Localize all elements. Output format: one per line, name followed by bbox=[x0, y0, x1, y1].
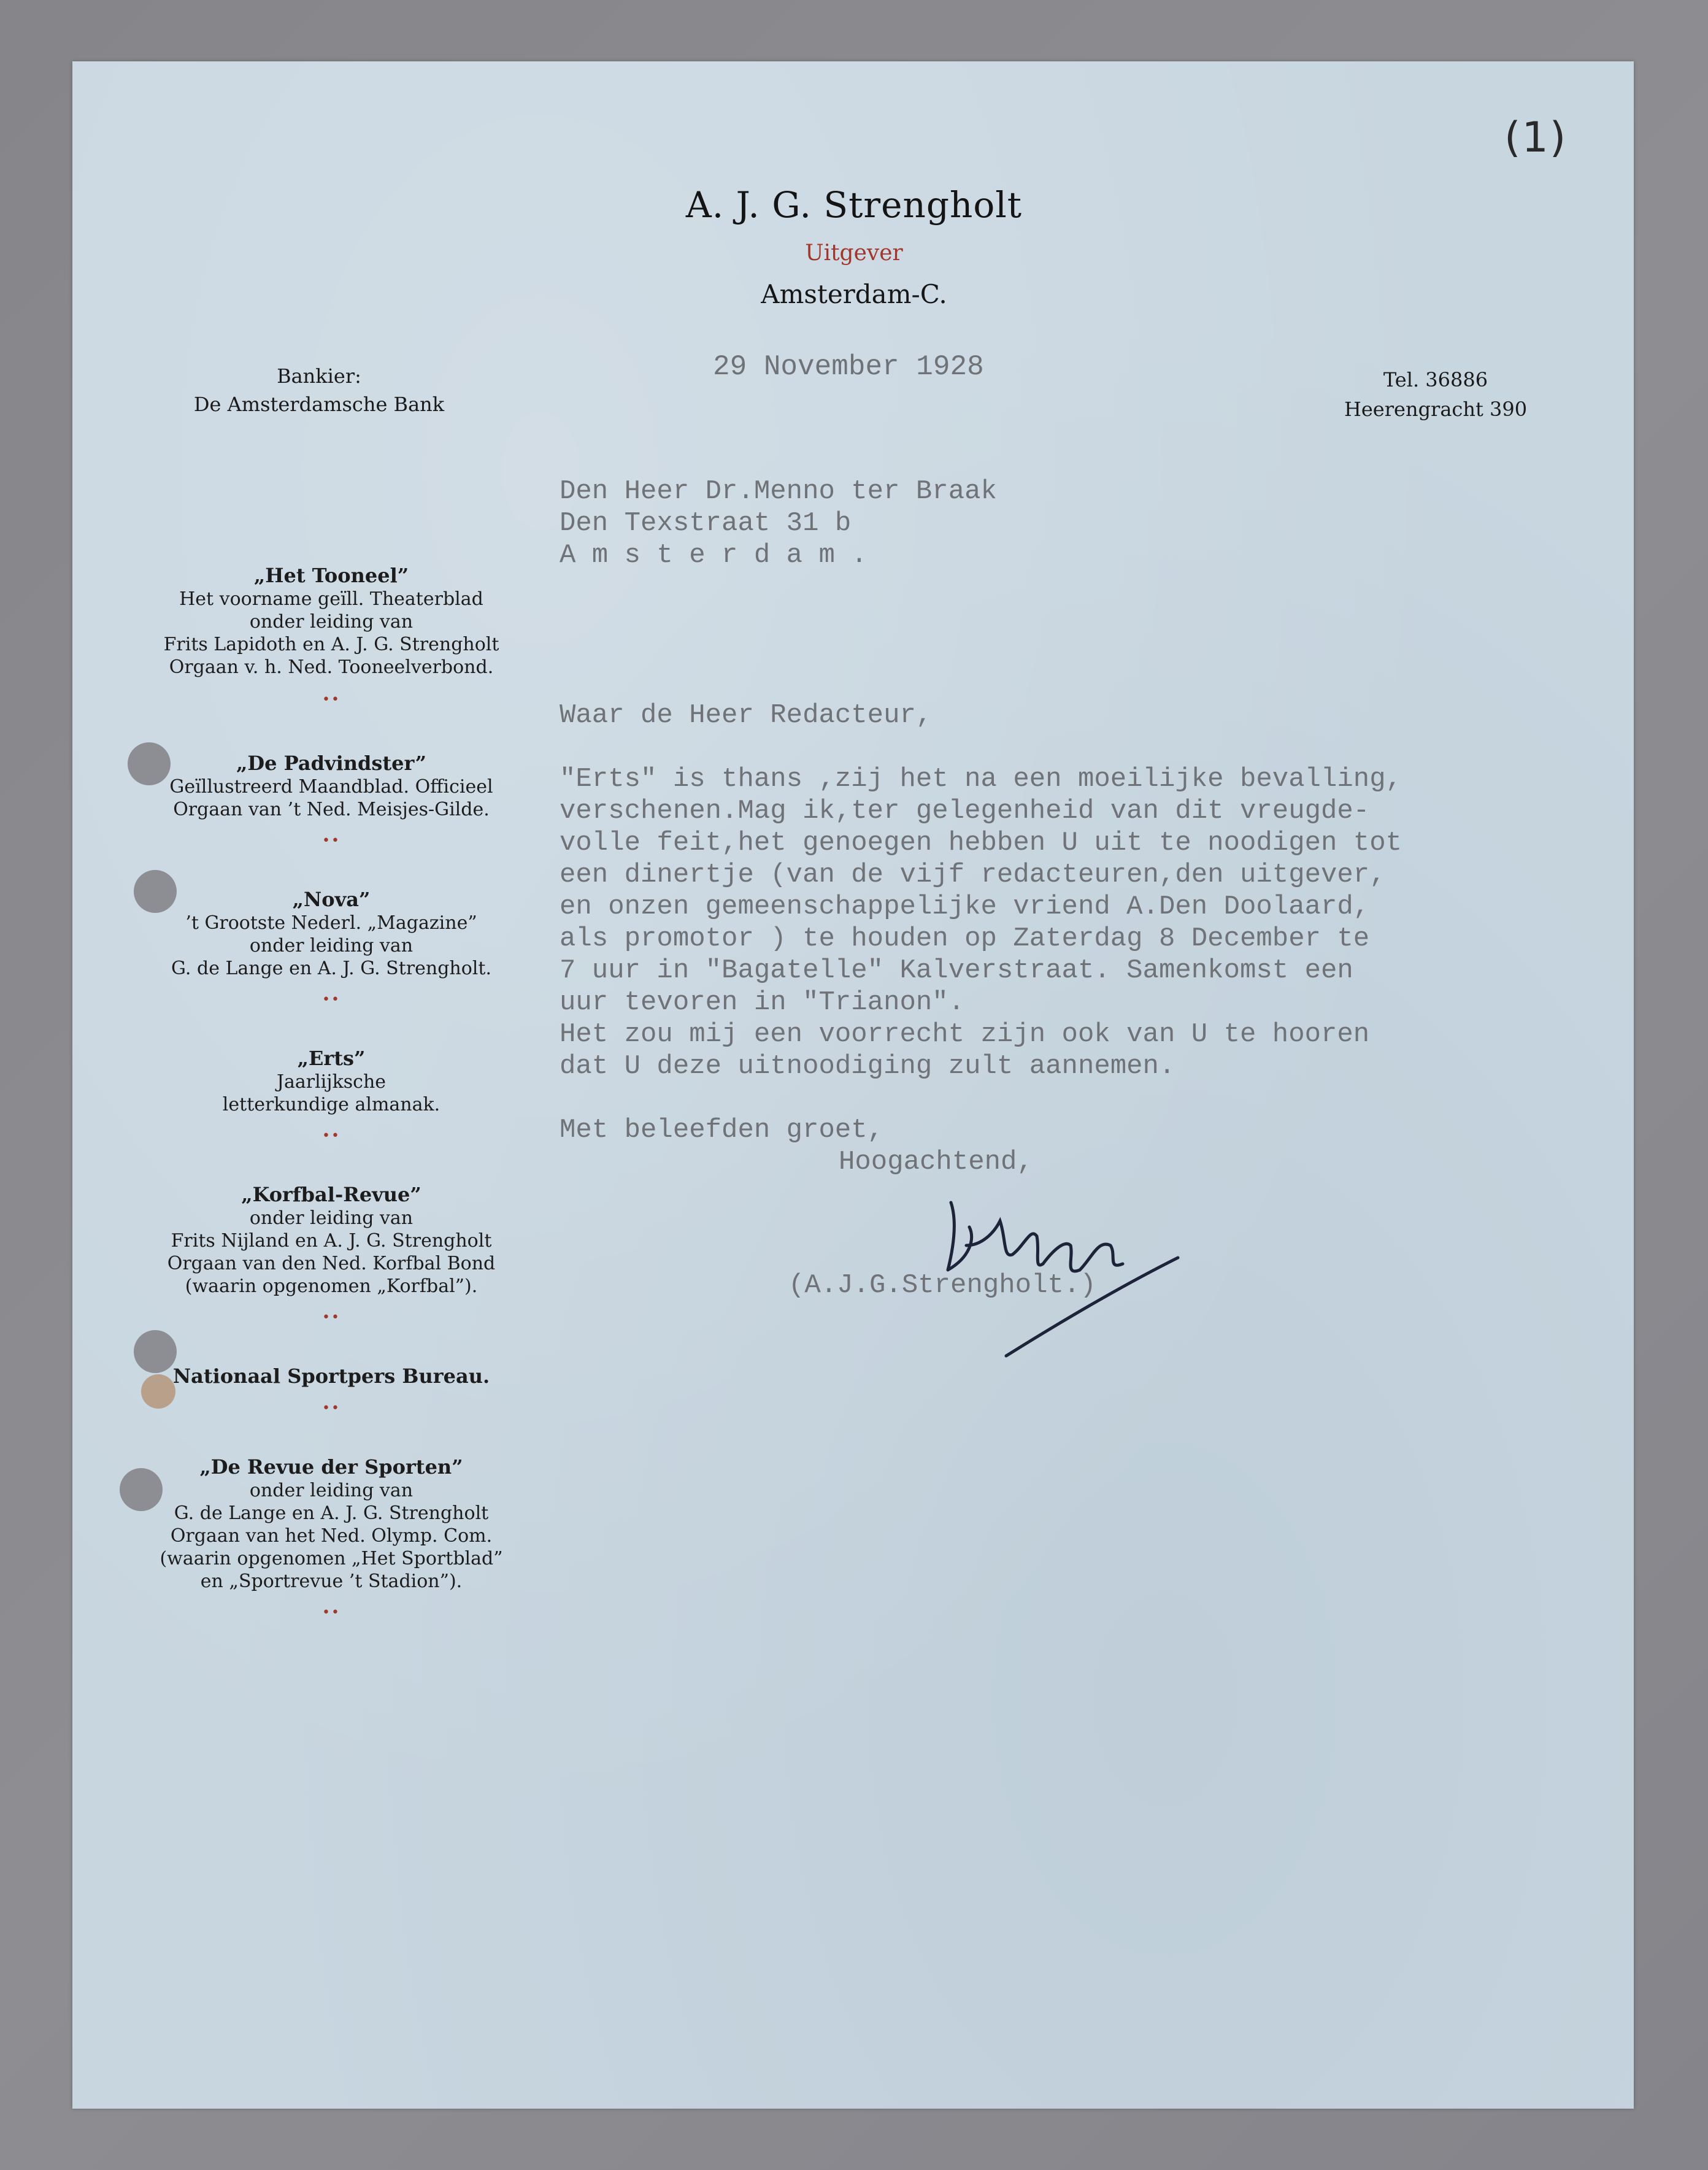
archive-mark: (1) bbox=[1504, 114, 1568, 162]
separator: •• bbox=[322, 1401, 340, 1416]
recipient-address bbox=[560, 475, 997, 571]
publication-line: onder leiding van bbox=[249, 1480, 414, 1501]
street-address: Heerengracht 390 bbox=[1344, 398, 1528, 421]
closing-2: Hoogachtend, bbox=[839, 1147, 1033, 1177]
body-line: als promotor ) te houden op Zaterdag 8 December te bbox=[560, 923, 1370, 954]
publication-line: Orgaan van het Ned. Olymp. Com. bbox=[170, 1525, 493, 1547]
publication-line: Het voorname geïll. Theaterblad bbox=[179, 588, 483, 610]
body-line: dat U deze uitnoodiging zult aannemen. bbox=[560, 1051, 1175, 1082]
punch-hole bbox=[128, 742, 171, 785]
letter-date: 29 November 1928 bbox=[713, 351, 984, 383]
publication-title: „Korfbal-Revue” bbox=[241, 1183, 421, 1206]
body-line: "Erts" is thans ,zij het na een moeilijke bevalling, bbox=[560, 764, 1402, 795]
publication bbox=[117, 1046, 546, 1116]
publication-line: en „Sportrevue ’t Stadion”). bbox=[200, 1571, 463, 1592]
letter-body bbox=[560, 699, 1402, 1082]
publication bbox=[117, 1182, 546, 1298]
publication-line: (waarin opgenomen „Het Sportblad” bbox=[160, 1548, 503, 1569]
separator: •• bbox=[322, 1128, 340, 1144]
body-line: Het zou mij een voorrecht zijn ook van U te hooren bbox=[560, 1019, 1370, 1050]
publication-line: onder leiding van bbox=[249, 611, 414, 633]
publication-title: Nationaal Sportpers Bureau. bbox=[172, 1364, 490, 1388]
body-line: en onzen gemeenschappelijke vriend A.Den Doolaard, bbox=[560, 891, 1370, 922]
address-line: Den Heer Dr.Menno ter Braak bbox=[560, 476, 997, 507]
publication-line: onder leiding van bbox=[249, 1207, 414, 1229]
publication-title: „De Padvindster” bbox=[236, 752, 426, 775]
punch-hole bbox=[134, 1330, 177, 1373]
publication-line: Jaarlijksche bbox=[276, 1071, 387, 1093]
company-city: Amsterdam-C. bbox=[761, 279, 947, 309]
punch-hole bbox=[134, 870, 177, 913]
separator: •• bbox=[322, 833, 340, 848]
bank-label: Bankier: bbox=[277, 364, 361, 388]
body-line: een dinertje (van de vijf redacteuren,den uitgever, bbox=[560, 860, 1386, 890]
publication bbox=[117, 1364, 546, 1388]
company-name: A. J. G. Strengholt bbox=[685, 184, 1023, 226]
publication-line: Orgaan van den Ned. Korfbal Bond bbox=[167, 1253, 496, 1274]
publication-line: Frits Nijland en A. J. G. Strengholt bbox=[171, 1230, 492, 1252]
closing: Met beleefden groet, bbox=[560, 1115, 884, 1145]
publication-line: onder leiding van bbox=[249, 935, 414, 956]
publication-line: Geïllustreerd Maandblad. Officieel bbox=[169, 776, 493, 798]
publications-sidebar bbox=[117, 563, 546, 1659]
publication-line: Frits Lapidoth en A. J. G. Strengholt bbox=[163, 634, 499, 655]
body-line: verschenen.Mag ik,ter gelegenheid van dit vreugde- bbox=[560, 796, 1370, 826]
separator: •• bbox=[322, 1605, 340, 1620]
publication bbox=[117, 563, 546, 679]
contact-info bbox=[1313, 365, 1558, 424]
publication-title: „De Revue der Sporten” bbox=[199, 1455, 463, 1479]
punch-hole bbox=[120, 1468, 163, 1511]
closing-block bbox=[560, 1114, 1033, 1178]
publication bbox=[117, 1455, 546, 1593]
company-tagline: Uitgever bbox=[805, 240, 903, 266]
telephone: Tel. 36886 bbox=[1383, 368, 1488, 391]
publication-line: Orgaan v. h. Ned. Tooneelverbond. bbox=[169, 656, 494, 678]
address-line: Den Texstraat 31 b bbox=[560, 508, 852, 539]
body-line: uur tevoren in "Trianon". bbox=[560, 987, 965, 1018]
publication-line: letterkundige almanak. bbox=[222, 1094, 440, 1115]
separator: •• bbox=[322, 992, 340, 1007]
bank-info bbox=[184, 362, 454, 418]
publication-line: Orgaan van ’t Ned. Meisjes-Gilde. bbox=[173, 799, 490, 820]
separator: •• bbox=[322, 692, 340, 707]
publication-title: „Erts” bbox=[297, 1047, 366, 1070]
publication-line: G. de Lange en A. J. G. Strengholt bbox=[174, 1502, 489, 1524]
publication-title: „Het Tooneel” bbox=[253, 564, 409, 587]
bank-name: De Amsterdamsche Bank bbox=[193, 393, 445, 416]
separator: •• bbox=[322, 1310, 340, 1325]
typed-signature-name: (A.J.G.Strengholt.) bbox=[788, 1270, 1096, 1301]
publication-line: (waarin opgenomen „Korfbal”). bbox=[185, 1275, 478, 1297]
salutation: Waar de Heer Redacteur, bbox=[560, 700, 933, 731]
publication-title: „Nova” bbox=[292, 888, 371, 911]
address-line: A m s t e r d a m . bbox=[560, 540, 867, 571]
punch-hole bbox=[141, 1374, 175, 1409]
publication bbox=[117, 751, 546, 821]
publication-line: ’t Grootste Nederl. „Magazine” bbox=[185, 912, 477, 934]
publication bbox=[117, 887, 546, 980]
body-line: 7 uur in "Bagatelle" Kalverstraat. Samenkomst een bbox=[560, 955, 1353, 986]
body-line: volle feit,het genoegen hebben U uit te noodigen tot bbox=[560, 828, 1402, 858]
publication-line: G. de Lange en A. J. G. Strengholt. bbox=[171, 958, 491, 979]
